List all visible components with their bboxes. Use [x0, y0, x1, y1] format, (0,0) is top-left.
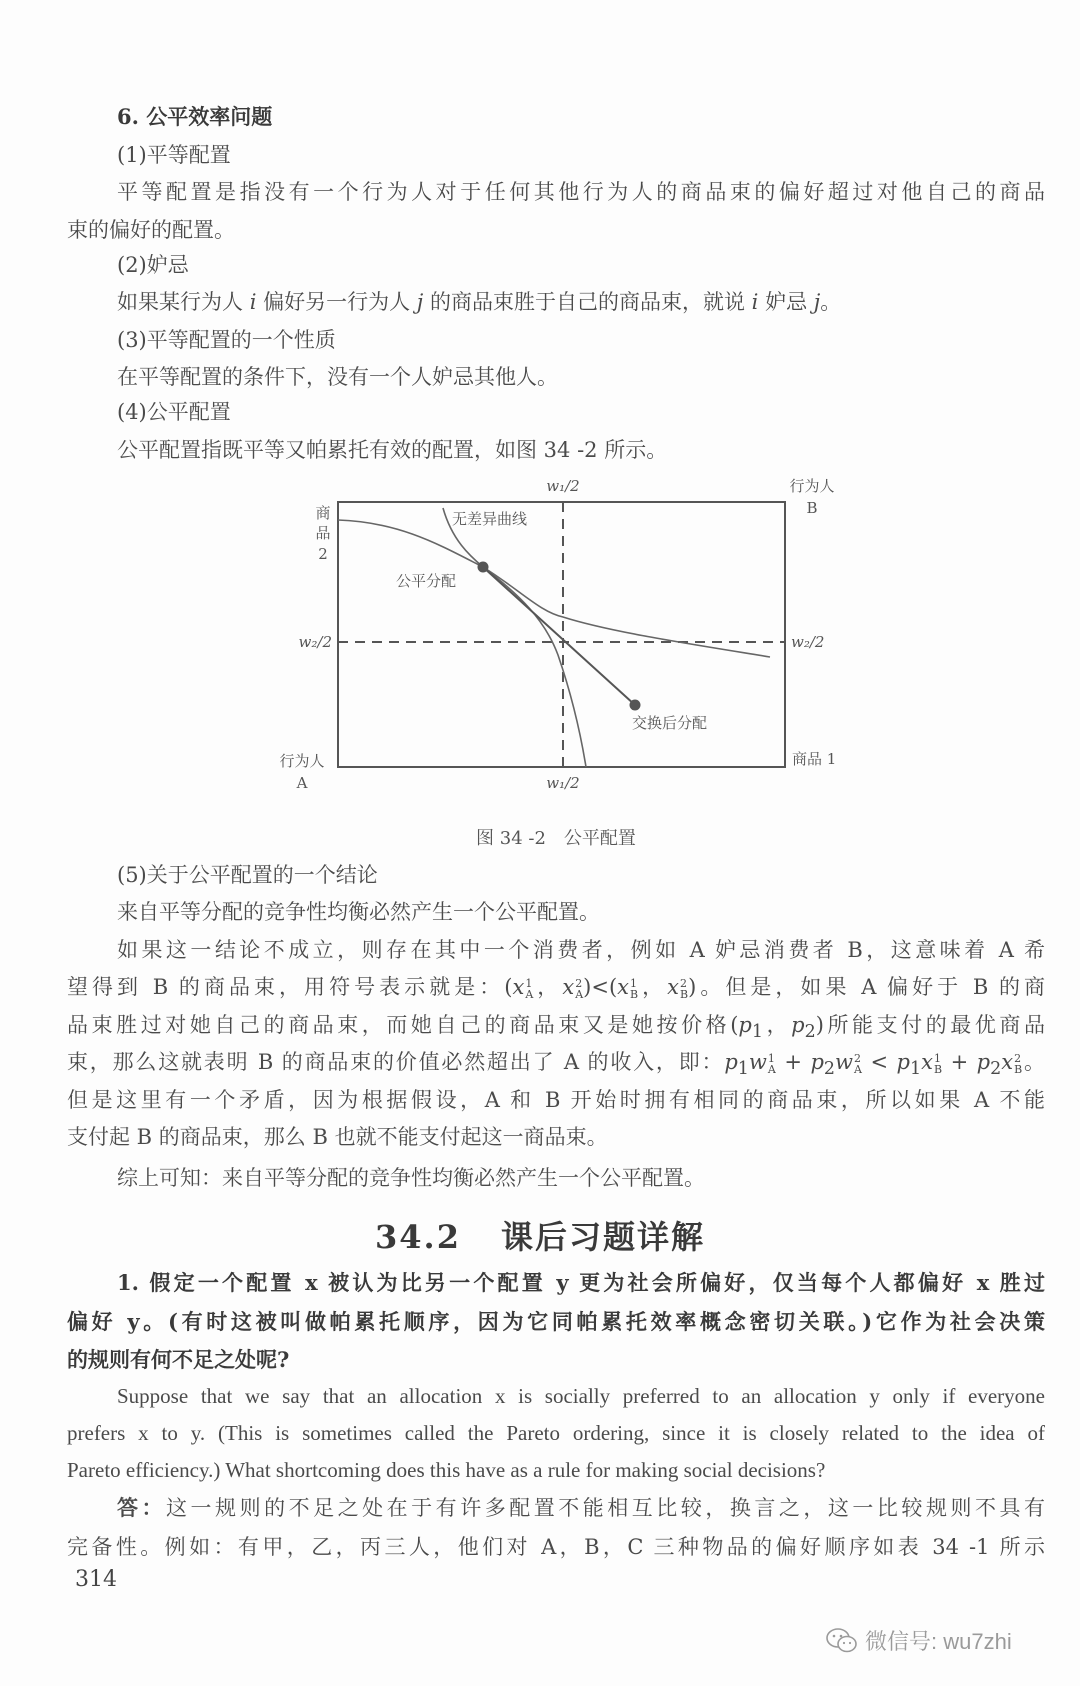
good1-label: 商品 1 — [792, 750, 837, 768]
figure-caption: 图 34 -2 公平配置 — [476, 828, 636, 849]
good2-label: 品 — [315, 524, 331, 542]
agent-b-label: B — [806, 499, 818, 517]
wechat-watermark — [825, 1625, 1012, 1656]
subsection-title: (5)关于公平配置的一个结论 — [117, 863, 378, 887]
agent-a-label: 行为人 — [279, 752, 325, 770]
w1-half-top-label: w₁/2 — [546, 477, 580, 495]
paragraph-line: 公平配置指既平等又帕累托有效的配置，如图 34 -2 所示。 — [117, 438, 668, 462]
paragraph-line: 平等配置是指没有一个行为人对于任何其他行为人的商品束的偏好超过对他自己的商品 — [117, 180, 1045, 204]
subsection-title: (4)公平配置 — [117, 400, 231, 424]
section-heading: 34.2 课后习题详解 — [375, 1218, 705, 1256]
w2-half-left-label: w₂/2 — [298, 633, 332, 651]
paragraph-line: 束，那么这就表明 B 的商品束的价值必然超出了 A 的收入，即：$p_1w$ 1 A + $p_2w$ 2 A < $p_1x$ 1 B + $p_2x$ 2 B 。 — [67, 1050, 1045, 1080]
question-line: 的规则有何不足之处呢? — [67, 1347, 290, 1372]
answer-line: 完备性。例如：有甲，乙，丙三人，他们对 A，B，C 三种物品的偏好顺序如表 34 -1 所示 — [67, 1535, 1045, 1559]
indifference-curve-label: 无差异曲线 — [452, 510, 528, 528]
fair-allocation-point — [478, 562, 489, 573]
paragraph-line: 支付起 B 的商品束，那么 B 也就不能支付起这一商品束。 — [67, 1125, 608, 1149]
math-inequality: (x 1 A ，x 2 A )<(x 1 B ，x 2 B ) — [504, 975, 697, 1001]
post-trade-point — [630, 700, 641, 711]
w2-half-right-label: w₂/2 — [791, 633, 825, 651]
paragraph-line: 如果这一结论不成立，则存在其中一个消费者，例如 A 妒忌消费者 B，这意味着 A 希 — [117, 938, 1045, 962]
post-trade-label: 交换后分配 — [632, 714, 708, 732]
paragraph-line: 望得到 B 的商品束，用符号表示就是：(x 1 A ，x 2 A )<(x 1 B ，x 2 B )。但是，如果 A 偏好于 B 的商 — [67, 975, 1046, 1001]
question-line: 偏好 y。(有时这被叫做帕累托顺序，因为它同帕累托效率概念密切关联。)它作为社会决策 — [67, 1309, 1045, 1334]
question-line: 1. 假定一个配置 x 被认为比另一个配置 y 更为社会所偏好，仅当每个人都偏好 x 胜过 — [117, 1270, 1045, 1295]
agent-a-label: A — [296, 774, 308, 792]
answer-label: 答： — [117, 1495, 167, 1520]
watermark-text: 微信号: wu7zhi — [865, 1629, 1012, 1654]
indifference-curve-steep — [443, 508, 586, 767]
budget-line — [483, 567, 635, 705]
w1-half-bottom-label: w₁/2 — [546, 774, 580, 792]
paragraph-line: 但是这里有一个矛盾，因为根据假设，A 和 B 开始时拥有相同的商品束，所以如果 A 不能 — [67, 1088, 1045, 1112]
paragraph-line: 束的偏好的配置。 — [67, 218, 235, 242]
subsection-title: (1)平等配置 — [117, 143, 231, 167]
paragraph-line: 在平等配置的条件下，没有一个人妒忌其他人。 — [117, 365, 558, 389]
paragraph-line: 如果某行为人 i 偏好另一行为人 j 的商品束胜于自己的商品束，就说 i 妒忌 j。 — [117, 290, 842, 314]
math-budget-inequality: $p_1w$ 1 A + $p_2w$ 2 A < $p_1x$ 1 B + $p_2x$ 2 B 。 — [724, 1050, 1045, 1080]
question-english-line: Suppose that we say that an allocation x is socially preferred to an allocation y only if everyone — [117, 1384, 1045, 1408]
agent-b-label: 行为人 — [789, 477, 835, 495]
page-number: 314 — [75, 1567, 117, 1592]
section-title: 6. 公平效率问题 — [117, 104, 273, 129]
answer-line: 答：这一规则的不足之处在于有许多配置不能相互比较，换言之，这一比较规则不具有 — [117, 1495, 1046, 1520]
paragraph-line: 来自平等分配的竞争性均衡必然产生一个公平配置。 — [117, 900, 600, 924]
good2-label: 2 — [318, 545, 328, 563]
question-english-line: Pareto efficiency.) What shortcoming does this have as a rule for making social decisions? — [67, 1458, 826, 1482]
good2-label: 商 — [315, 504, 331, 522]
edgeworth-box — [338, 502, 785, 767]
paragraph-line: 品束胜过对她自己的商品束，而她自己的商品束又是她按价格($p_1$，$p_2$)所能支付的最优商品 — [67, 1013, 1045, 1043]
wechat-icon — [825, 1627, 859, 1655]
question-english-line: prefers x to y. (This is sometimes called the Pareto ordering, since it is closely related to the idea of — [67, 1421, 1045, 1445]
subsection-title: (3)平等配置的一个性质 — [117, 328, 336, 352]
fair-allocation-label: 公平分配 — [396, 572, 457, 590]
subsection-title: (2)妒忌 — [117, 253, 189, 277]
paragraph-line: 综上可知：来自平等分配的竞争性均衡必然产生一个公平配置。 — [117, 1166, 705, 1190]
